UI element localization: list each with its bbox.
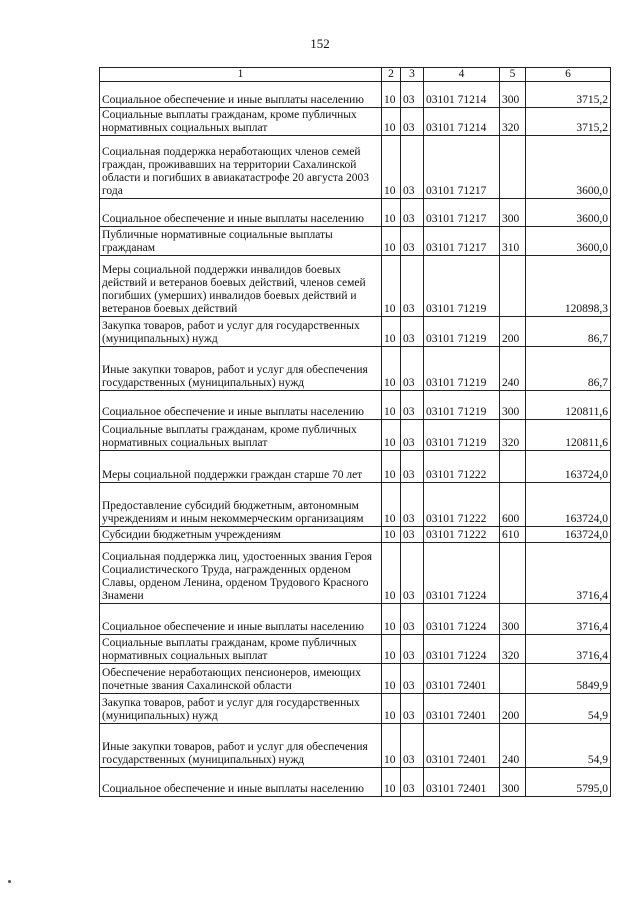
row-subsection-cell: 03 (401, 483, 424, 527)
row-subsection-cell: 03 (401, 420, 424, 451)
row-name-cell: Социальное обеспечение и иные выплаты населению (100, 82, 382, 108)
row-expense-kind-cell (500, 256, 526, 317)
table-row (100, 543, 611, 604)
table-row (100, 694, 611, 724)
row-name-cell: Закупка товаров, работ и услуг для государственных (муниципальных) нужд (100, 317, 382, 347)
row-expense-kind-cell: 240 (500, 724, 526, 768)
row-target-code-cell: 03101 71219 (424, 391, 500, 420)
row-subsection-cell: 03 (401, 317, 424, 347)
table-row (100, 136, 611, 199)
row-target-code-cell: 03101 71219 (424, 347, 500, 391)
row-name-cell: Социальное обеспечение и иные выплаты населению (100, 199, 382, 227)
row-sum-cell: 3600,0 (526, 136, 611, 199)
budget-table (99, 67, 611, 797)
row-target-code-cell: 03101 72401 (424, 664, 500, 694)
table-row (100, 347, 611, 391)
row-name-cell: Иные закупки товаров, работ и услуг для обеспечения государственных (муниципальных) нужд (100, 347, 382, 391)
row-name-cell: Социальное обеспечение и иные выплаты населению (100, 604, 382, 635)
row-sum-cell: 120811,6 (526, 420, 611, 451)
row-section-cell: 10 (382, 82, 401, 108)
table-row (100, 527, 611, 543)
row-name-cell: Меры социальной поддержки граждан старше 70 лет (100, 451, 382, 483)
row-sum-cell: 3716,4 (526, 635, 611, 664)
row-section-cell: 10 (382, 391, 401, 420)
row-target-code-cell: 03101 72401 (424, 694, 500, 724)
row-sum-cell: 3716,4 (526, 543, 611, 604)
row-name-cell: Публичные нормативные социальные выплаты гражданам (100, 227, 382, 256)
row-sum-cell: 163724,0 (526, 451, 611, 483)
row-target-code-cell: 03101 71224 (424, 604, 500, 635)
row-sum-cell: 3600,0 (526, 199, 611, 227)
header-cell-expense-kind: 5 (500, 68, 526, 82)
row-section-cell: 10 (382, 136, 401, 199)
row-expense-kind-cell (500, 543, 526, 604)
row-subsection-cell: 03 (401, 768, 424, 797)
row-expense-kind-cell (500, 136, 526, 199)
row-sum-cell: 54,9 (526, 694, 611, 724)
row-name-cell: Закупка товаров, работ и услуг для государственных (муниципальных) нужд (100, 694, 382, 724)
row-expense-kind-cell: 310 (500, 227, 526, 256)
row-sum-cell: 163724,0 (526, 483, 611, 527)
row-sum-cell: 3600,0 (526, 227, 611, 256)
header-cell-sum: 6 (526, 68, 611, 82)
table-row (100, 604, 611, 635)
row-section-cell: 10 (382, 256, 401, 317)
scan-dot (8, 880, 11, 883)
row-sum-cell: 86,7 (526, 317, 611, 347)
table-row (100, 82, 611, 108)
row-target-code-cell: 03101 71217 (424, 227, 500, 256)
table-row (100, 451, 611, 483)
row-sum-cell: 120898,3 (526, 256, 611, 317)
row-target-code-cell: 03101 72401 (424, 768, 500, 797)
table-row (100, 483, 611, 527)
row-expense-kind-cell: 300 (500, 768, 526, 797)
row-section-cell: 10 (382, 635, 401, 664)
row-section-cell: 10 (382, 317, 401, 347)
row-subsection-cell: 03 (401, 527, 424, 543)
row-subsection-cell: 03 (401, 391, 424, 420)
row-expense-kind-cell: 300 (500, 199, 526, 227)
row-subsection-cell: 03 (401, 82, 424, 108)
row-section-cell: 10 (382, 347, 401, 391)
row-sum-cell: 5795,0 (526, 768, 611, 797)
row-subsection-cell: 03 (401, 543, 424, 604)
row-expense-kind-cell: 300 (500, 82, 526, 108)
row-section-cell: 10 (382, 527, 401, 543)
row-sum-cell: 3715,2 (526, 108, 611, 136)
row-name-cell: Социальная поддержка неработающих членов семей граждан, проживавших на территории Сахалинской области и погибших в авиакатастрофе 20 августа 2003 года (100, 136, 382, 199)
row-sum-cell: 120811,6 (526, 391, 611, 420)
row-expense-kind-cell: 300 (500, 604, 526, 635)
table-row (100, 635, 611, 664)
row-section-cell: 10 (382, 108, 401, 136)
row-subsection-cell: 03 (401, 451, 424, 483)
header-cell-name: 1 (100, 68, 382, 82)
row-subsection-cell: 03 (401, 664, 424, 694)
row-sum-cell: 163724,0 (526, 527, 611, 543)
row-section-cell: 10 (382, 604, 401, 635)
table-header (100, 68, 611, 82)
header-cell-section: 2 (382, 68, 401, 82)
row-name-cell: Социальное обеспечение и иные выплаты населению (100, 768, 382, 797)
table-row (100, 256, 611, 317)
row-name-cell: Социальные выплаты гражданам, кроме публичных нормативных социальных выплат (100, 420, 382, 451)
row-target-code-cell: 03101 71219 (424, 256, 500, 317)
row-name-cell: Социальная поддержка лиц, удостоенных звания Героя Социалистического Труда, награжденных орденом Славы, орденом Ленина, орденом Трудового Красного Знамени (100, 543, 382, 604)
row-target-code-cell: 03101 71224 (424, 543, 500, 604)
row-subsection-cell: 03 (401, 694, 424, 724)
row-name-cell: Социальное обеспечение и иные выплаты населению (100, 391, 382, 420)
table-row (100, 227, 611, 256)
row-sum-cell: 5849,9 (526, 664, 611, 694)
row-name-cell: Обеспечение неработающих пенсионеров, имеющих почетные звания Сахалинской области (100, 664, 382, 694)
row-subsection-cell: 03 (401, 347, 424, 391)
row-subsection-cell: 03 (401, 724, 424, 768)
row-name-cell: Предоставление субсидий бюджетным, автономным учреждениям и иным некоммерческим организациям (100, 483, 382, 527)
row-section-cell: 10 (382, 724, 401, 768)
row-target-code-cell: 03101 71222 (424, 527, 500, 543)
row-target-code-cell: 03101 71214 (424, 82, 500, 108)
row-target-code-cell: 03101 71217 (424, 199, 500, 227)
table-body (100, 82, 611, 797)
row-expense-kind-cell: 610 (500, 527, 526, 543)
row-name-cell: Субсидии бюджетным учреждениям (100, 527, 382, 543)
row-name-cell: Иные закупки товаров, работ и услуг для обеспечения государственных (муниципальных) нужд (100, 724, 382, 768)
row-expense-kind-cell: 320 (500, 108, 526, 136)
row-subsection-cell: 03 (401, 635, 424, 664)
row-sum-cell: 86,7 (526, 347, 611, 391)
table-row (100, 108, 611, 136)
table-row (100, 724, 611, 768)
row-target-code-cell: 03101 72401 (424, 724, 500, 768)
row-target-code-cell: 03101 71214 (424, 108, 500, 136)
row-expense-kind-cell: 200 (500, 694, 526, 724)
row-section-cell: 10 (382, 543, 401, 604)
row-name-cell: Меры социальной поддержки инвалидов боевых действий и ветеранов боевых действий, членов семей погибших (умерших) инвалидов боевых действий и ветеранов боевых действий (100, 256, 382, 317)
row-subsection-cell: 03 (401, 199, 424, 227)
row-expense-kind-cell (500, 451, 526, 483)
row-expense-kind-cell: 200 (500, 317, 526, 347)
row-sum-cell: 3716,4 (526, 604, 611, 635)
row-section-cell: 10 (382, 694, 401, 724)
row-name-cell: Социальные выплаты гражданам, кроме публичных нормативных социальных выплат (100, 635, 382, 664)
row-subsection-cell: 03 (401, 108, 424, 136)
row-expense-kind-cell: 320 (500, 635, 526, 664)
row-sum-cell: 3715,2 (526, 82, 611, 108)
row-target-code-cell: 03101 71222 (424, 483, 500, 527)
row-section-cell: 10 (382, 664, 401, 694)
row-target-code-cell: 03101 71224 (424, 635, 500, 664)
row-target-code-cell: 03101 71217 (424, 136, 500, 199)
row-subsection-cell: 03 (401, 136, 424, 199)
table-row (100, 199, 611, 227)
row-section-cell: 10 (382, 227, 401, 256)
row-target-code-cell: 03101 71219 (424, 317, 500, 347)
row-section-cell: 10 (382, 199, 401, 227)
row-section-cell: 10 (382, 483, 401, 527)
row-subsection-cell: 03 (401, 227, 424, 256)
table-row (100, 317, 611, 347)
row-subsection-cell: 03 (401, 256, 424, 317)
table-row (100, 768, 611, 797)
row-sum-cell: 54,9 (526, 724, 611, 768)
row-expense-kind-cell: 240 (500, 347, 526, 391)
row-section-cell: 10 (382, 420, 401, 451)
row-name-cell: Социальные выплаты гражданам, кроме публичных нормативных социальных выплат (100, 108, 382, 136)
table-row (100, 391, 611, 420)
page-number: 152 (310, 36, 330, 51)
row-target-code-cell: 03101 71222 (424, 451, 500, 483)
row-expense-kind-cell: 600 (500, 483, 526, 527)
row-expense-kind-cell (500, 664, 526, 694)
table-row (100, 420, 611, 451)
row-section-cell: 10 (382, 451, 401, 483)
row-expense-kind-cell: 300 (500, 391, 526, 420)
table-row (100, 664, 611, 694)
header-cell-target-code: 4 (424, 68, 500, 82)
header-cell-subsection: 3 (401, 68, 424, 82)
row-expense-kind-cell: 320 (500, 420, 526, 451)
row-target-code-cell: 03101 71219 (424, 420, 500, 451)
row-section-cell: 10 (382, 768, 401, 797)
row-subsection-cell: 03 (401, 604, 424, 635)
header-row (100, 68, 611, 82)
